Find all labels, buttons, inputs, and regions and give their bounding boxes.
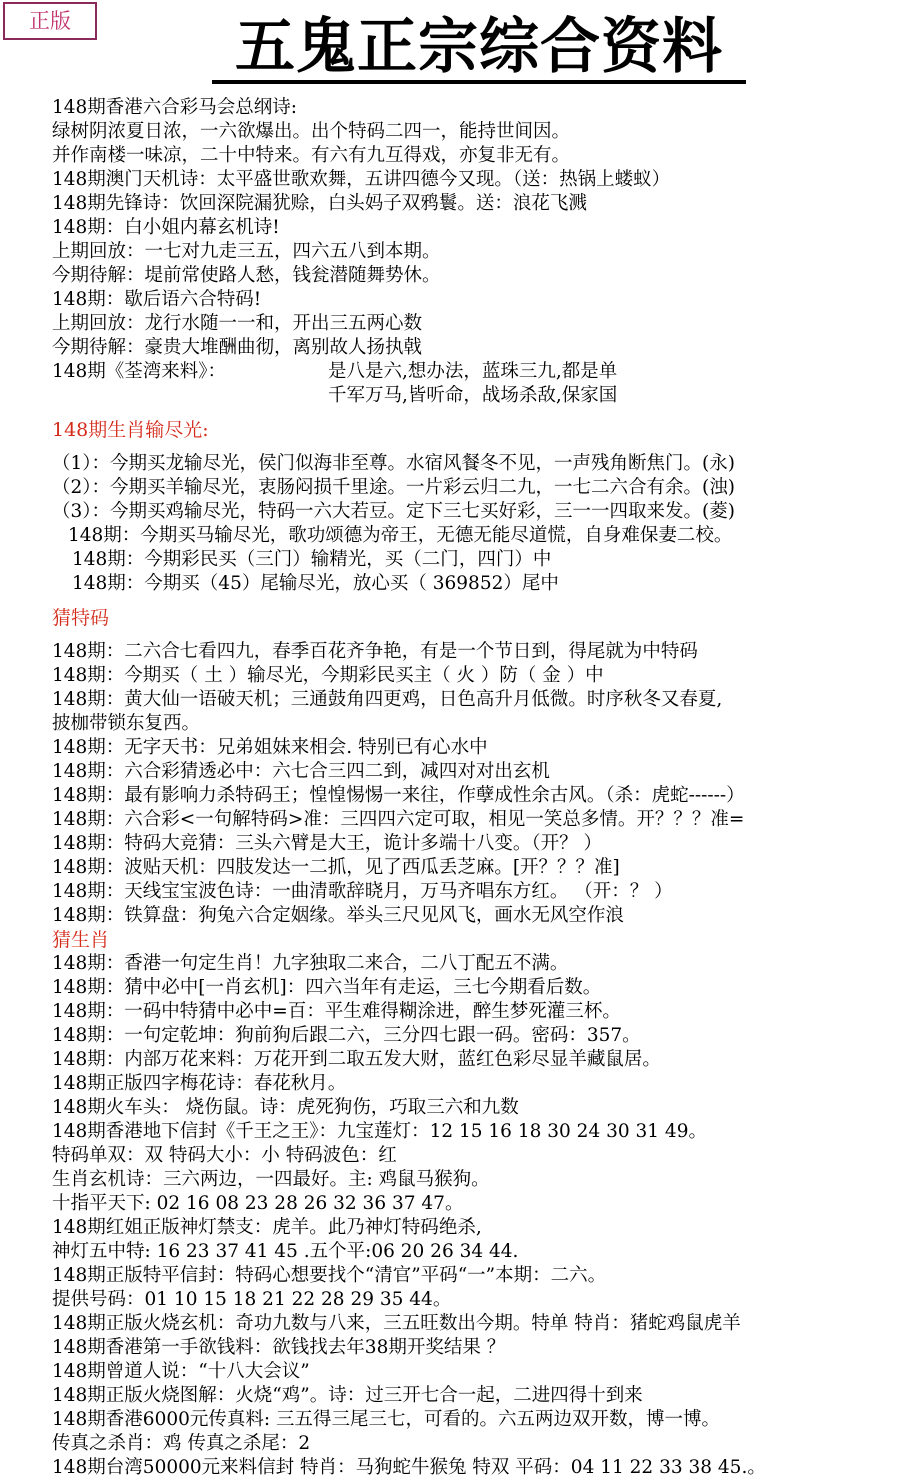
section-heading: 猜特码 — [52, 607, 110, 629]
section-guess-zodiac — [52, 928, 892, 1480]
text-line: 今期待解：豪贵大堆酬曲彻，离别故人扬执戟 — [52, 337, 423, 358]
text-line: 148期正版火烧图解：火烧“鸡”。诗：过三开七合一起，二进四得十到来 — [52, 1385, 643, 1406]
text-line: 148期：无字天书：兄弟姐妹来相会. 特别已有心水中 — [52, 737, 488, 758]
text-line: 148期：今期彩民买（三门）输精光，买（二门，四门）中 — [72, 549, 552, 570]
section-guess-number — [52, 606, 892, 928]
text-line: 148期：六合彩<一句解特码>准：三四四六定可取，相见一笑总多情。开？？？准= — [52, 809, 745, 830]
text-line: 148期澳门天机诗：太平盛世歌欢舞，五讲四德今又现。（送：热锅上蝼蚁） — [52, 169, 671, 190]
text-line: 148期：一码中特猜中必中=百：平生难得糊涂进，醉生梦死灌三杯。 — [52, 1001, 621, 1022]
text-line: 神灯五中特: 16 23 37 41 45 .五个平:06 20 26 34 44. — [52, 1241, 519, 1262]
section-zodiac-lose — [52, 418, 892, 596]
text-line: 148期先锋诗：饮回深院漏犹赊，白头妈子双鸦鬟。送：浪花飞溅 — [52, 193, 587, 214]
authentic-badge: 正版 — [3, 2, 97, 40]
quanwan-line-1: 是八是六,想办法，蓝珠三九,都是单 — [328, 361, 618, 382]
section-heading: 猜生肖 — [52, 929, 110, 951]
text-line: 148期：今期买马输尽光，歌功颂德为帝王，无德无能尽道慌，自身难保妻二校。 — [68, 525, 733, 546]
page-title: 五鬼正宗综合资料 — [212, 16, 746, 84]
text-line: 148期香港地下信封《千王之王》：九宝莲灯：12 15 16 18 30 24 30 31 49。 — [52, 1121, 707, 1142]
text-line: 生肖玄机诗：三六两边，一四最好。主: 鸡鼠马猴狗。 — [52, 1169, 490, 1190]
text-line: 今期待解：堤前常使路人愁，钱瓮潜随舞势休。 — [52, 265, 441, 286]
content-body — [52, 96, 892, 1480]
text-line: 148期：特码大竞猜：三头六臂是大王，诡计多端十八变。（开？ ） — [52, 833, 602, 854]
text-line: （1）：今期买龙输尽光，侯门似海非至尊。水宿风餐冬不见，一声残角断焦门。(永) — [52, 453, 735, 474]
quanwan-line-2: 千军万马,皆听命，战场杀敌,保家国 — [328, 385, 618, 406]
text-line: 148期：今期买（ 土 ）输尽光，今期彩民买主（ 火 ）防（ 金 ）中 — [52, 665, 604, 686]
text-line: 148期曾道人说：“十八大会议” — [52, 1361, 310, 1382]
text-line: 148期正版特平信封：特码心想要找个“清官”平码“一”本期：二六。 — [52, 1265, 607, 1286]
text-line: 148期：波贴天机：四肢发达一二抓，见了西瓜丢芝麻。[开？？？准] — [52, 857, 620, 878]
text-line: 148期：黄大仙一语破天机；三通鼓角四更鸡，日色高升月低微。时序秋冬又春夏, — [52, 689, 723, 710]
text-line: 提供号码：01 10 15 18 21 22 28 29 35 44。 — [52, 1289, 452, 1310]
text-line: 绿树阴浓夏日浓，一六欲爆出。出个特码二四一，能持世间因。 — [52, 121, 571, 142]
text-line: 148期火车头： 烧伤鼠。诗：虎死狗伤，巧取三六和九数 — [52, 1097, 519, 1118]
text-line: 148期：天线宝宝波色诗：一曲清歌辞晓月，万马齐唱东方红。 （开：？ ） — [52, 881, 673, 902]
text-line: 148期：歇后语六合特码! — [52, 289, 262, 310]
text-line: 148期：二六合七看四九，春季百花齐争艳，有是一个节日到，得尾就为中特码 — [52, 641, 698, 662]
quanwan-label: 148期《荃湾来料》： — [52, 361, 227, 382]
text-line: 148期：铁算盘：狗兔六合定姻缘。举头三尺见风飞，画水无风空作浪 — [52, 905, 624, 926]
section-poems — [52, 96, 892, 408]
text-line: 传真之杀肖：鸡 传真之杀尾：2 — [52, 1433, 311, 1454]
text-line: 148期：内部万花来料：万花开到二取五发大财，蓝红色彩尽显羊藏鼠居。 — [52, 1049, 661, 1070]
quanwan-row — [52, 360, 892, 384]
text-line: 148期：白小姐内幕玄机诗! — [52, 217, 280, 238]
text-line: 披枷带锁东复西。 — [52, 713, 201, 734]
text-line: 148期正版火烧玄机：奇功九数与八来，三五旺数出今期。特单 特肖：猪蛇鸡鼠虎羊 — [52, 1313, 741, 1334]
section-heading: 148期生肖输尽光: — [52, 419, 209, 441]
text-line: 148期：六合彩猜透必中：六七合三四二到，减四对对出玄机 — [52, 761, 550, 782]
text-line: 148期香港第一手欲钱料：欲钱找去年38期开奖结果 ？ — [52, 1337, 506, 1358]
text-line: 上期回放：一七对九走三五，四六五八到本期。 — [52, 241, 441, 262]
text-line: （2）：今期买羊输尽光，衷肠闷损千里途。一片彩云归二九，一七二六合有余。(浊) — [52, 477, 735, 498]
text-line: 148期红姐正版神灯禁支：虎羊。此乃神灯特码绝杀, — [52, 1217, 482, 1238]
text-line: 148期正版四字梅花诗：春花秋月。 — [52, 1073, 347, 1094]
text-line: 148期：最有影响力杀特码王；惶惶惕惕一来往，作孽成性余古风。（杀：虎蛇------） — [52, 785, 745, 806]
text-line: 148期：猜中必中[一肖玄机]：四六当年有走运，三七今期看后数。 — [52, 977, 602, 998]
text-line: 并作南楼一味凉，二十中特来。有六有九互得戏，亦复非无有。 — [52, 145, 571, 166]
text-line: 上期回放：龙行水随一一和，开出三五两心数 — [52, 313, 423, 334]
text-line: 148期香港6000元传真料: 三五得三尾三七，可看的。六五两边双开数，博一博。 — [52, 1409, 721, 1430]
text-line: 148期：一句定乾坤：狗前狗后跟二六，三分四七跟一码。密码：357。 — [52, 1025, 641, 1046]
text-line: 148期：今期买（45）尾输尽光，放心买（ 369852）尾中 — [72, 573, 559, 594]
text-line: 特码单双：双 特码大小：小 特码波色：红 — [52, 1145, 397, 1166]
text-line: 148期台湾50000元来料信封 特肖：马狗蛇牛猴兔 特双 平码：04 11 22 33 38 45.。 — [52, 1457, 766, 1478]
text-line: （3）：今期买鸡输尽光，特码一六大若豆。定下三七买好彩，三一一四取来发。(菱) — [52, 501, 735, 522]
text-line: 十指平天下: 02 16 08 23 28 26 32 36 37 47。 — [52, 1193, 464, 1214]
text-line: 148期：香港一句定生肖！九字独取二来合，二八丁配五不满。 — [52, 953, 569, 974]
text-line: 148期香港六合彩马会总纲诗: — [52, 97, 298, 118]
